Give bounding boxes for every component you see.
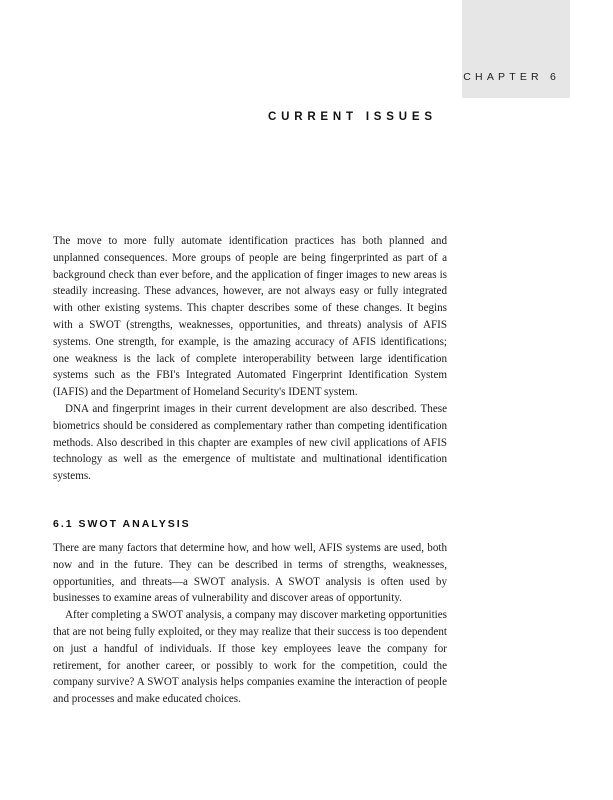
section-paragraph: After completing a SWOT analysis, a company may discover marketing opportunities that are not being fully exploited, or they may realize that their success is too dependent on just a handful of individuals. If those key employees leave the company for retirement, for another career, or possibly to work for the competition, could the company survive? A SWOT analysis helps companies examine the interaction of people and processes and make educated choices. — [53, 609, 447, 706]
section-body — [53, 540, 447, 708]
section-heading: 6.1 SWOT ANALYSIS — [53, 518, 191, 530]
chapter-title: CURRENT ISSUES — [268, 111, 437, 123]
intro-text — [53, 233, 447, 485]
chapter-label: CHAPTER 6 — [463, 71, 560, 83]
intro-paragraph: DNA and fingerprint images in their current development are also described. These biometrics should be considered as complementary rather than competing identification methods. Also described in this chapter are examples of new civil applications of AFIS technology as well as the emergence of multistate and multinational identification systems. — [53, 402, 447, 483]
intro-paragraph: The move to more fully automate identification practices has both planned and unplanned consequences. More groups of people are being fingerprinted as part of a background check than ever before, and the application of finger images to new areas is steadily increasing. These advances, however, are not always easy or fully integrated with other existing systems. This chapter describes some of these changes. It begins with a SWOT (strengths, weaknesses, opportunities, and threats) analysis of AFIS systems. One strength, for example, is the amazing accuracy of AFIS identifications; one weakness is the lack of complete interoperability between large identification systems such as the FBI's Integrated Automated Fingerprint Identification System (IAFIS) and the Department of Homeland Security's IDENT system. — [53, 235, 447, 399]
section-paragraph: There are many factors that determine how, and how well, AFIS systems are used, both now and in the future. They can be described in terms of strengths, weaknesses, opportunities, and threats—a SWOT analysis. A SWOT analysis is often used by businesses to examine areas of vulnerability and discover areas of opportunity. — [53, 542, 447, 605]
chapter-tab — [462, 0, 570, 98]
